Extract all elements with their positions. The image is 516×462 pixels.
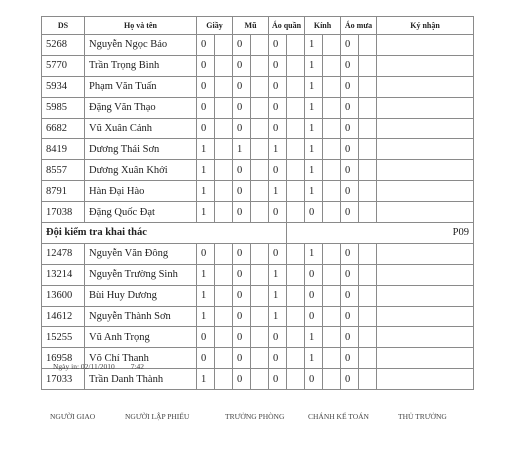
cell-name: Trần Trọng Bình xyxy=(85,55,197,76)
cell-giay: 0 xyxy=(197,55,215,76)
cell-kinh: 1 xyxy=(305,327,323,348)
cell-mu: 0 xyxy=(233,55,251,76)
cell-aomua: 0 xyxy=(341,369,359,390)
cell-blank xyxy=(323,285,341,306)
cell-mu: 1 xyxy=(233,139,251,160)
table-row xyxy=(42,76,474,97)
cell-blank xyxy=(215,369,233,390)
cell-ds: 16958 xyxy=(42,348,85,369)
cell-blank xyxy=(323,202,341,223)
cell-blank xyxy=(251,327,269,348)
cell-blank xyxy=(215,327,233,348)
header-name: Họ và tên xyxy=(85,17,197,35)
cell-kinh: 0 xyxy=(305,202,323,223)
cell-blank xyxy=(251,202,269,223)
equipment-table xyxy=(41,16,474,390)
signature-labels xyxy=(50,412,447,421)
cell-aomua: 0 xyxy=(341,97,359,118)
cell-giay: 1 xyxy=(197,369,215,390)
cell-aomua: 0 xyxy=(341,55,359,76)
cell-blank xyxy=(287,369,305,390)
cell-mu: 0 xyxy=(233,348,251,369)
cell-giay: 1 xyxy=(197,160,215,181)
table-row xyxy=(42,327,474,348)
cell-blank xyxy=(359,327,377,348)
cell-aoquan: 0 xyxy=(269,348,287,369)
cell-signature xyxy=(377,55,474,76)
cell-blank xyxy=(287,55,305,76)
cell-blank xyxy=(359,118,377,139)
cell-aomua: 0 xyxy=(341,76,359,97)
cell-blank xyxy=(323,139,341,160)
cell-ds: 13214 xyxy=(42,264,85,285)
cell-kinh: 1 xyxy=(305,160,323,181)
cell-aomua: 0 xyxy=(341,327,359,348)
cell-blank xyxy=(251,243,269,264)
cell-mu: 0 xyxy=(233,35,251,56)
cell-blank xyxy=(323,181,341,202)
cell-blank xyxy=(251,97,269,118)
cell-blank xyxy=(251,118,269,139)
cell-blank xyxy=(287,285,305,306)
cell-aomua: 0 xyxy=(341,264,359,285)
cell-ds: 17033 xyxy=(42,369,85,390)
cell-giay: 1 xyxy=(197,264,215,285)
cell-ds: 12478 xyxy=(42,243,85,264)
cell-name: Đặng Văn Thạo xyxy=(85,97,197,118)
cell-aoquan: 0 xyxy=(269,327,287,348)
cell-mu: 0 xyxy=(233,327,251,348)
header-signature: Ký nhận xyxy=(377,17,474,35)
cell-blank xyxy=(287,306,305,327)
cell-blank xyxy=(215,118,233,139)
cell-aoquan: 0 xyxy=(269,202,287,223)
cell-name: Vũ Anh Trọng xyxy=(85,327,197,348)
cell-blank xyxy=(287,76,305,97)
group-code: P09 xyxy=(287,223,474,244)
cell-giay: 1 xyxy=(197,139,215,160)
cell-blank xyxy=(323,55,341,76)
cell-blank xyxy=(251,306,269,327)
cell-signature xyxy=(377,181,474,202)
header-kinh: Kính xyxy=(305,17,341,35)
cell-blank xyxy=(287,118,305,139)
cell-blank xyxy=(251,348,269,369)
cell-kinh: 1 xyxy=(305,35,323,56)
cell-aoquan: 0 xyxy=(269,243,287,264)
cell-aomua: 0 xyxy=(341,202,359,223)
cell-name: Dương Xuân Khởi xyxy=(85,160,197,181)
group-row xyxy=(42,223,474,244)
cell-giay: 0 xyxy=(197,327,215,348)
header-aoquan: Áo quần xyxy=(269,17,305,35)
cell-kinh: 1 xyxy=(305,243,323,264)
cell-mu: 0 xyxy=(233,285,251,306)
cell-aoquan: 1 xyxy=(269,181,287,202)
table-row xyxy=(42,202,474,223)
cell-blank xyxy=(323,348,341,369)
cell-name: Vũ Xuân Cảnh xyxy=(85,118,197,139)
cell-ds: 5770 xyxy=(42,55,85,76)
cell-blank xyxy=(287,139,305,160)
cell-blank xyxy=(323,76,341,97)
cell-blank xyxy=(359,55,377,76)
cell-mu: 0 xyxy=(233,160,251,181)
cell-ds: 13600 xyxy=(42,285,85,306)
signature-chief-accountant: CHÁNH KẾ TOÁN xyxy=(308,412,369,421)
cell-signature xyxy=(377,348,474,369)
table-row xyxy=(42,306,474,327)
cell-blank xyxy=(215,306,233,327)
cell-signature xyxy=(377,35,474,56)
cell-name: Bùi Huy Dương xyxy=(85,285,197,306)
cell-aoquan: 1 xyxy=(269,285,287,306)
cell-blank xyxy=(323,327,341,348)
cell-ds: 17038 xyxy=(42,202,85,223)
cell-mu: 0 xyxy=(233,181,251,202)
table-row xyxy=(42,160,474,181)
cell-name: Nguyễn Trường Sinh xyxy=(85,264,197,285)
cell-kinh: 1 xyxy=(305,181,323,202)
cell-signature xyxy=(377,139,474,160)
cell-blank xyxy=(287,327,305,348)
cell-aomua: 0 xyxy=(341,118,359,139)
signature-dept-head: TRƯỞNG PHÒNG xyxy=(225,412,285,421)
cell-blank xyxy=(287,97,305,118)
cell-aoquan: 0 xyxy=(269,160,287,181)
cell-blank xyxy=(287,243,305,264)
cell-blank xyxy=(323,97,341,118)
cell-name: Nguyễn Văn Đông xyxy=(85,243,197,264)
cell-blank xyxy=(287,181,305,202)
print-time: 7:42 xyxy=(130,362,145,371)
cell-blank xyxy=(251,76,269,97)
cell-giay: 1 xyxy=(197,202,215,223)
print-date-label: Ngày in: 02/11/2010 xyxy=(53,362,115,371)
header-row xyxy=(42,17,474,35)
cell-aoquan: 0 xyxy=(269,76,287,97)
cell-kinh: 0 xyxy=(305,285,323,306)
cell-signature xyxy=(377,369,474,390)
cell-blank xyxy=(287,160,305,181)
cell-ds: 5268 xyxy=(42,35,85,56)
cell-blank xyxy=(251,160,269,181)
cell-blank xyxy=(251,139,269,160)
table-row xyxy=(42,97,474,118)
cell-aoquan: 0 xyxy=(269,35,287,56)
header-ds: DS xyxy=(42,17,85,35)
signature-director: THỦ TRƯỞNG xyxy=(398,412,447,421)
header-mu: Mũ xyxy=(233,17,269,35)
cell-kinh: 1 xyxy=(305,76,323,97)
cell-ds: 14612 xyxy=(42,306,85,327)
cell-name: Phạm Văn Tuấn xyxy=(85,76,197,97)
cell-name: Hàn Đại Hào xyxy=(85,181,197,202)
cell-aomua: 0 xyxy=(341,35,359,56)
cell-signature xyxy=(377,202,474,223)
cell-blank xyxy=(359,306,377,327)
cell-blank xyxy=(359,160,377,181)
cell-aomua: 0 xyxy=(341,348,359,369)
cell-name: Dương Thái Sơn xyxy=(85,139,197,160)
cell-blank xyxy=(323,264,341,285)
table-row xyxy=(42,243,474,264)
cell-ds: 5985 xyxy=(42,97,85,118)
cell-blank xyxy=(359,243,377,264)
signature-preparer: NGƯỜI LẬP PHIẾU xyxy=(125,412,190,421)
signature-giver: NGƯỜI GIAO xyxy=(50,412,96,421)
cell-blank xyxy=(215,181,233,202)
cell-blank xyxy=(251,264,269,285)
cell-signature xyxy=(377,306,474,327)
cell-aoquan: 1 xyxy=(269,264,287,285)
cell-name: Nguyễn Thành Sơn xyxy=(85,306,197,327)
cell-blank xyxy=(251,55,269,76)
table-row xyxy=(42,264,474,285)
cell-kinh: 1 xyxy=(305,348,323,369)
cell-blank xyxy=(215,139,233,160)
cell-signature xyxy=(377,327,474,348)
cell-aoquan: 0 xyxy=(269,118,287,139)
cell-kinh: 1 xyxy=(305,97,323,118)
cell-aomua: 0 xyxy=(341,139,359,160)
cell-blank xyxy=(323,243,341,264)
cell-aomua: 0 xyxy=(341,181,359,202)
cell-mu: 0 xyxy=(233,369,251,390)
cell-aoquan: 0 xyxy=(269,369,287,390)
table-row xyxy=(42,118,474,139)
cell-blank xyxy=(215,97,233,118)
cell-giay: 0 xyxy=(197,97,215,118)
cell-aoquan: 0 xyxy=(269,55,287,76)
header-aomua: Áo mưa xyxy=(341,17,377,35)
cell-giay: 0 xyxy=(197,76,215,97)
cell-blank xyxy=(323,306,341,327)
cell-blank xyxy=(323,35,341,56)
cell-giay: 1 xyxy=(197,285,215,306)
table-row xyxy=(42,55,474,76)
cell-blank xyxy=(287,35,305,56)
cell-signature xyxy=(377,285,474,306)
cell-blank xyxy=(251,181,269,202)
cell-blank xyxy=(287,202,305,223)
cell-mu: 0 xyxy=(233,202,251,223)
cell-ds: 5934 xyxy=(42,76,85,97)
cell-blank xyxy=(215,76,233,97)
cell-giay: 0 xyxy=(197,348,215,369)
cell-blank xyxy=(323,369,341,390)
table-row xyxy=(42,139,474,160)
cell-name: Trần Danh Thành xyxy=(85,369,197,390)
cell-blank xyxy=(359,139,377,160)
cell-blank xyxy=(323,118,341,139)
cell-mu: 0 xyxy=(233,306,251,327)
cell-aomua: 0 xyxy=(341,285,359,306)
cell-kinh: 0 xyxy=(305,369,323,390)
cell-blank xyxy=(251,35,269,56)
cell-blank xyxy=(287,348,305,369)
cell-blank xyxy=(215,264,233,285)
cell-blank xyxy=(359,285,377,306)
cell-blank xyxy=(359,264,377,285)
cell-mu: 0 xyxy=(233,76,251,97)
cell-blank xyxy=(215,202,233,223)
print-date xyxy=(53,362,158,371)
cell-aoquan: 1 xyxy=(269,139,287,160)
cell-signature xyxy=(377,160,474,181)
cell-mu: 0 xyxy=(233,243,251,264)
cell-blank xyxy=(251,369,269,390)
cell-blank xyxy=(359,76,377,97)
cell-ds: 8557 xyxy=(42,160,85,181)
cell-aoquan: 0 xyxy=(269,97,287,118)
cell-signature xyxy=(377,118,474,139)
cell-blank xyxy=(215,35,233,56)
cell-blank xyxy=(359,348,377,369)
cell-ds: 8791 xyxy=(42,181,85,202)
cell-blank xyxy=(215,160,233,181)
cell-aomua: 0 xyxy=(341,160,359,181)
cell-kinh: 1 xyxy=(305,55,323,76)
cell-blank xyxy=(359,202,377,223)
cell-ds: 8419 xyxy=(42,139,85,160)
cell-giay: 1 xyxy=(197,306,215,327)
cell-signature xyxy=(377,264,474,285)
cell-blank xyxy=(359,181,377,202)
cell-blank xyxy=(251,285,269,306)
cell-blank xyxy=(359,97,377,118)
cell-giay: 1 xyxy=(197,181,215,202)
cell-kinh: 1 xyxy=(305,139,323,160)
cell-blank xyxy=(215,243,233,264)
cell-giay: 0 xyxy=(197,243,215,264)
cell-signature xyxy=(377,97,474,118)
cell-signature xyxy=(377,76,474,97)
cell-mu: 0 xyxy=(233,264,251,285)
cell-signature xyxy=(377,243,474,264)
cell-name: Đặng Quốc Đạt xyxy=(85,202,197,223)
table-row xyxy=(42,285,474,306)
cell-name: Võ Chí Thanh xyxy=(85,348,197,369)
cell-mu: 0 xyxy=(233,118,251,139)
cell-blank xyxy=(287,264,305,285)
cell-mu: 0 xyxy=(233,97,251,118)
cell-blank xyxy=(323,160,341,181)
table-row xyxy=(42,35,474,56)
header-giay: Giầy xyxy=(197,17,233,35)
cell-blank xyxy=(359,35,377,56)
cell-name: Nguyễn Ngọc Bảo xyxy=(85,35,197,56)
table-row xyxy=(42,181,474,202)
cell-kinh: 1 xyxy=(305,118,323,139)
cell-kinh: 0 xyxy=(305,264,323,285)
cell-giay: 0 xyxy=(197,118,215,139)
cell-blank xyxy=(359,369,377,390)
cell-aomua: 0 xyxy=(341,243,359,264)
cell-blank xyxy=(215,285,233,306)
cell-blank xyxy=(215,55,233,76)
cell-giay: 0 xyxy=(197,35,215,56)
cell-ds: 15255 xyxy=(42,327,85,348)
group-title: Đội kiểm tra khai thác xyxy=(42,223,287,244)
cell-kinh: 0 xyxy=(305,306,323,327)
cell-blank xyxy=(215,348,233,369)
table-row xyxy=(42,369,474,390)
cell-aoquan: 1 xyxy=(269,306,287,327)
cell-aomua: 0 xyxy=(341,306,359,327)
cell-ds: 6682 xyxy=(42,118,85,139)
